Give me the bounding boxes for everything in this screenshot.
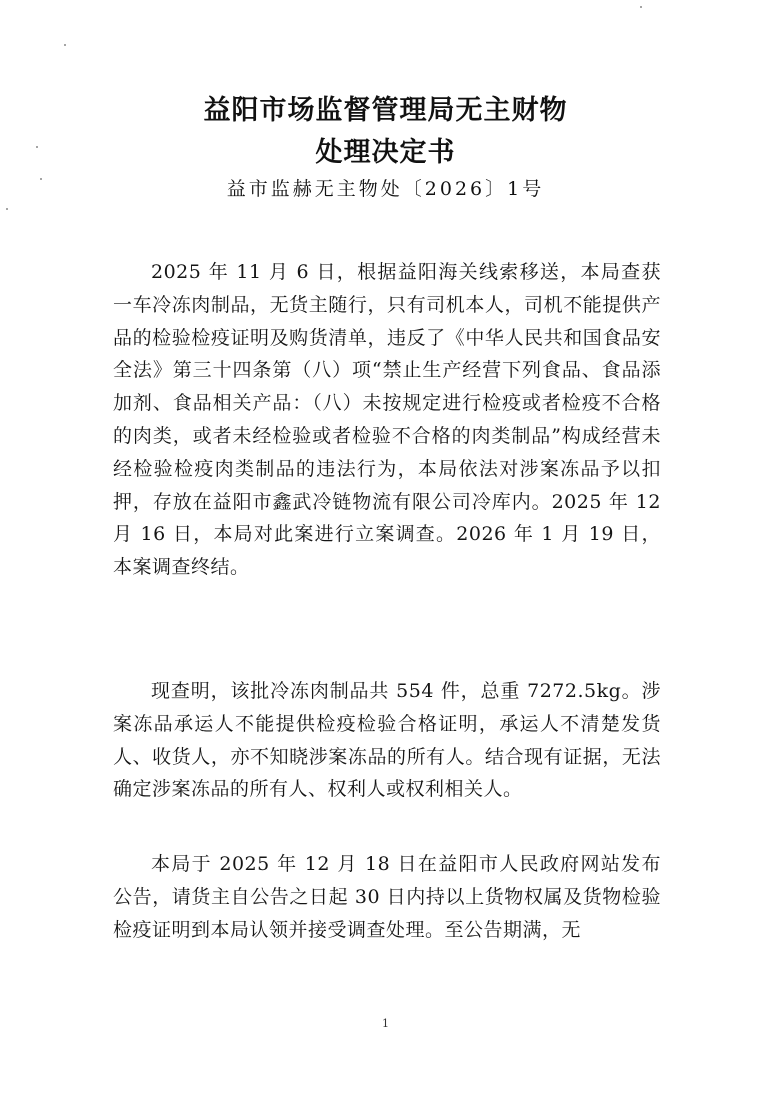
body-paragraph-2: 现查明，该批冷冻肉制品共 554 件，总重 7272.5kg。涉案冻品承运人不能提供检疫检验合格证明，承运人不清楚发货人、收货人，亦不知晓涉案冻品的所有人。结合现有证据，无法确定涉案冻品的所有人、权利人或权利相关人。 xyxy=(113,680,661,801)
document-title-line1: 益阳市场监督管理局无主财物 xyxy=(203,95,568,126)
body-paragraph-3: 本局于 2025 年 12 月 18 日在益阳市人民政府网站发布公告，请货主自公告之日起 30 日内持以上货物权属及货物检验检疫证明到本局认领并接受调查处理。至公告期满，无 xyxy=(113,853,661,941)
document-title-line2: 处理决定书 xyxy=(315,137,456,168)
scan-speck xyxy=(36,146,38,148)
page-number: 1 xyxy=(382,1017,389,1030)
document-number: 益市监赫无主物处〔2026〕1号 xyxy=(226,178,545,200)
scan-speck xyxy=(40,178,42,180)
scan-speck xyxy=(64,44,66,46)
scan-speck xyxy=(640,6,642,8)
scan-speck xyxy=(6,208,8,210)
body-paragraph-1: 2025 年 11 月 6 日，根据益阳海关线索移送，本局查获一车冷冻肉制品，无货主随行，只有司机本人，司机不能提供产品的检验检疫证明及购货清单，违反了《中华人民共和国食品安全法》第三十四条第（八）项“禁止生产经营下列食品、食品添加剂、食品相关产品：（八）未按规定进行检疫或者检疫不合格的肉类，或者未经检验或者检验不合格的肉类制品”构成经营未经检验检疫肉类制品的违法行为，本局依法对涉案冻品予以扣押，存放在益阳市鑫武冷链物流有限公司冷库内。2025 年 12 月 16 日，本局对此案进行立案调查。2026 年 1 月 19 日，本案调查终结。 xyxy=(113,261,661,579)
